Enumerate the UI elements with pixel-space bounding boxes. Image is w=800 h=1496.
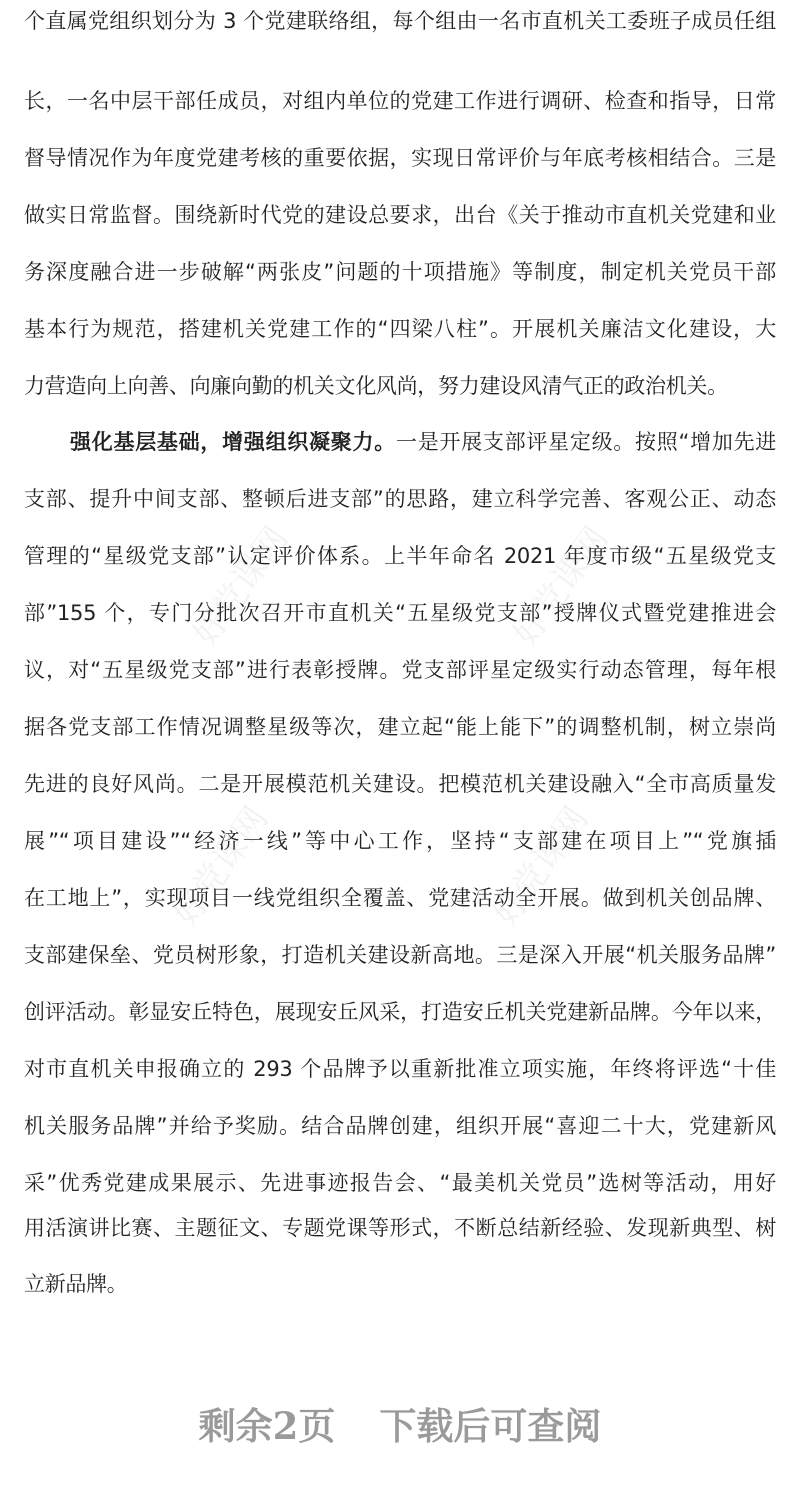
- text-line: 立新品牌。: [24, 1272, 128, 1296]
- text-line: 议，对“五星级党支部”进行表彰授牌。党支部评星定级实行动态管理，每年根: [24, 658, 776, 682]
- text-line: 务深度融合进一步破解“两张皮”问题的十项措施》等制度，制定机关党员干部: [24, 260, 776, 284]
- text-line: 在工地上”，实现项目一线党组织全覆盖、党建活动全开展。做到机关创品牌、: [24, 886, 776, 910]
- download-prompt[interactable]: [0, 1396, 800, 1450]
- watermark-text: 好党课网: [165, 799, 277, 934]
- text-line: 对市直机关申报确立的 293 个品牌予以重新批准立项实施，年终将评选“十佳: [24, 1057, 776, 1081]
- text-line: 做实日常监督。围绕新时代党的建设总要求，出台《关于推动市直机关党建和业: [24, 203, 776, 227]
- text-line: 展”“项目建设”“经济一线”等中心工作，坚持“支部建在项目上”“党旗插: [24, 829, 776, 853]
- text-line: 支部建保垒、党员树形象，打造机关建设新高地。三是深入开展“机关服务品牌”: [24, 943, 776, 967]
- text-line: 用活演讲比赛、主题征文、专题党课等形式，不断总结新经验、发现新典型、树: [24, 1216, 776, 1240]
- text-line: 基本行为规范，搭建机关党建工作的“四梁八柱”。开展机关廉洁文化建设，大: [24, 317, 776, 341]
- watermark-text: 好党课网: [185, 519, 297, 654]
- text-line: 长，一名中层干部任成员，对组内单位的党建工作进行调研、检查和指导，日常: [24, 89, 776, 113]
- text-line: 据各党支部工作情况调整星级等次，建立起“能上能下”的调整机制，树立崇尚: [24, 715, 776, 739]
- text-line: [70, 427, 776, 457]
- text-line: 个直属党组织划分为 3 个党建联络组，每个组由一名市直机关工委班子成员任组: [24, 9, 776, 33]
- download-hint-label: 下载后可查阅: [379, 1404, 602, 1448]
- watermark-text: 好党课网: [485, 799, 597, 934]
- text-line: 先进的良好风尚。二是开展模范机关建设。把模范机关建设融入“全市高质量发: [24, 772, 776, 796]
- paragraph-heading: 强化基层基础，增强组织凝聚力。: [70, 430, 396, 454]
- text-line: 部”155 个，专门分批次召开市直机关“五星级党支部”授牌仪式暨党建推进会: [24, 601, 776, 625]
- text-line: 督导情况作为年度党建考核的重要依据，实现日常评价与年底考核相结合。三是: [24, 146, 776, 170]
- text-line: 创评活动。彰显安丘特色，展现安丘风采，打造安丘机关党建新品牌。今年以来，: [24, 1000, 776, 1024]
- remaining-pages-label: 剩余2页: [198, 1404, 336, 1448]
- text-segment: 一是开展支部评星定级。按照“增加先进: [395, 430, 777, 454]
- text-line: 采”优秀党建成果展示、先进事迹报告会、“最美机关党员”选树等活动，用好: [24, 1171, 776, 1195]
- text-line: 力营造向上向善、向廉向勤的机关文化风尚，努力建设风清气正的政治机关。: [24, 374, 728, 398]
- text-line: 机关服务品牌”并给予奖励。结合品牌创建，组织开展“喜迎二十大，党建新风: [24, 1114, 776, 1138]
- text-line: 支部、提升中间支部、整顿后进支部”的思路，建立科学完善、客观公正、动态: [24, 487, 776, 511]
- watermark-text: 好党课网: [505, 519, 617, 654]
- text-line: 管理的“星级党支部”认定评价体系。上半年命名 2021 年度市级“五星级党支: [24, 544, 776, 568]
